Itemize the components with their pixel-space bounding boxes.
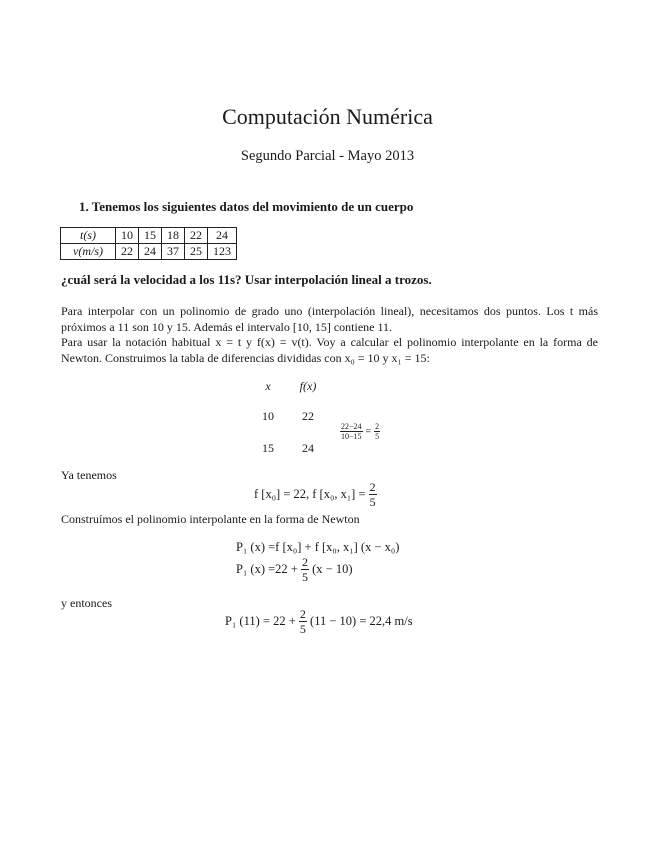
- eq3-right: (x − 10): [312, 562, 353, 576]
- document-title: Computación Numérica: [222, 104, 433, 129]
- eq3-left: P₁ (x) =22 +: [236, 562, 298, 576]
- eq4-right: (11 − 10) = 22,4 m/s: [310, 614, 413, 628]
- eq1-numerator: 2: [369, 480, 376, 494]
- eq4-denominator: 5: [299, 622, 306, 636]
- paragraph-1: Para interpolar con un polinomio de grado uno (interpolación lineal), necesitamos dos puntos. Los t más próximos a 11 son 10 y 15. Además el intervalo [10, 15] contiene 11.: [61, 304, 598, 334]
- equation-3: [236, 555, 352, 584]
- table-cell: 22: [185, 228, 208, 244]
- table-row-label: t(s): [61, 228, 116, 244]
- question-heading: 1. Tenemos los siguientes datos del movimiento de un cuerpo: [79, 199, 414, 214]
- table-cell: 37: [162, 244, 185, 260]
- table-cell: 10: [116, 228, 139, 244]
- eq4-left: P₁ (11) = 22 +: [225, 614, 296, 628]
- eq3-denominator: 5: [301, 570, 308, 584]
- dd-x1: 15: [262, 441, 274, 455]
- dd-x0: 10: [262, 409, 274, 423]
- question-ask: ¿cuál será la velocidad a los 11s? Usar interpolación lineal a trozos.: [61, 272, 432, 287]
- table-cell: 25: [185, 244, 208, 260]
- document-subtitle: Segundo Parcial - Mayo 2013: [240, 148, 415, 164]
- data-table: [60, 227, 237, 260]
- dd-header-fx: f(x): [299, 379, 317, 393]
- dd-result-numerator: 2: [375, 422, 380, 431]
- text-construimos: Construímos el polinomio interpolante en la forma de Newton: [61, 512, 360, 526]
- dd-diff-denominator: 10−15: [341, 432, 362, 441]
- table-cell: 18: [162, 228, 185, 244]
- text-ya-tenemos: Ya tenemos: [61, 468, 117, 482]
- eq1-left: f [x₀] = 22, f [x₀, x₁] =: [254, 487, 366, 501]
- eq3-fraction: [301, 555, 309, 584]
- paragraph-2: Para usar la notación habitual x = t y f(x) = v(t). Voy a calcular el polinomio interpolante en la forma de Newton. Construimos la tabla de diferencias divididas con x₀ = 10 y x₁ = 15:: [61, 335, 598, 365]
- table-cell: 123: [208, 244, 237, 260]
- dd-first-difference: [340, 422, 380, 441]
- dd-f0: 22: [302, 409, 314, 423]
- table-row-label: v(m/s): [61, 244, 116, 260]
- eq3-numerator: 2: [301, 555, 308, 569]
- dd-diff-fraction: [340, 422, 363, 441]
- table-row: [61, 228, 237, 244]
- dd-diff-numerator: 22−24: [341, 422, 362, 431]
- table-cell: 24: [208, 228, 237, 244]
- table-cell: 22: [116, 244, 139, 260]
- eq4-numerator: 2: [299, 607, 306, 621]
- table-cell: 15: [139, 228, 162, 244]
- dd-f1: 24: [302, 441, 314, 455]
- equation-4: [225, 607, 413, 636]
- dd-diff-equals: =: [365, 426, 372, 438]
- text-y-entonces: y entonces: [61, 596, 112, 610]
- eq4-fraction: [299, 607, 307, 636]
- equation-2: P₁ (x) =f [x₀] + f [x₀, x₁] (x − x₀): [236, 540, 400, 554]
- eq1-fraction: [369, 480, 377, 509]
- table-cell: 24: [139, 244, 162, 260]
- dd-result-fraction: [374, 422, 380, 441]
- dd-header-x: x: [265, 379, 271, 393]
- dd-result-denominator: 5: [375, 432, 380, 441]
- eq1-denominator: 5: [369, 495, 376, 509]
- equation-1: [254, 480, 377, 509]
- table-row: [61, 244, 237, 260]
